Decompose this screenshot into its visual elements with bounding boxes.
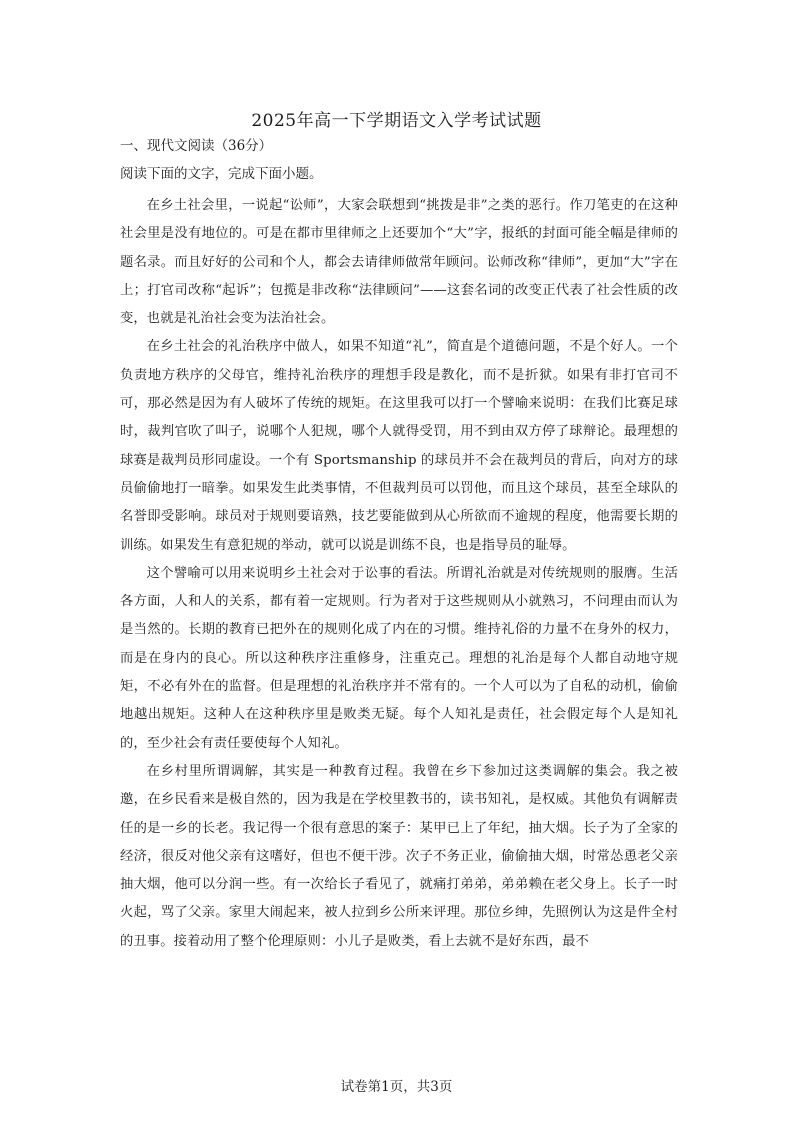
paragraph-3: 这个譬喻可以用来说明乡土社会对于讼事的看法。所谓礼治就是对传统规则的服膺。生活各方面，人和人的关系，都有着一定规则。行为者对于这些规则从小就熟习，不问理由而认为是当然的。长期的教育已把外在的规则化成了内在的习惯。维持礼俗的力量不在身外的权力，而是在身内的良心。所以这种秩序注重修身，注重克己。理想的礼治是每个人都自动地守规矩，不必有外在的监督。但是理想的礼治秩序并不常有的。一个人可以为了自私的动机，偷偷地越出规矩。这种人在这种秩序里是败类无疑。每个人知礼是责任，社会假定每个人是知礼的，至少社会有责任要使每个人知礼。 <box>120 565 678 751</box>
reading-passage <box>120 192 678 956</box>
paragraph-4: 在乡村里所谓调解，其实是一种教育过程。我曾在乡下参加过这类调解的集会。我之被邀，在乡民看来是极自然的，因为我是在学校里教书的，读书知礼，是权威。其他负有调解责任的是一乡的长老。我记得一个很有意思的案子：某甲已上了年纪，抽大烟。长子为了全家的经济，很反对他父亲有这嗜好，但也不便干涉。次子不务正业，偷偷抽大烟，时常怂恿老父亲抽大烟，他可以分润一些。有一次给长子看见了，就痛打弟弟，弟弟赖在老父身上。长子一时火起，骂了父亲。家里大闹起来，被人拉到乡公所来评理。那位乡绅，先照例认为这是件全村的丑事。接着动用了整个伦理原则：小儿子是败类，看上去就不是好东西，最不 <box>120 763 678 949</box>
page-footer: 试卷第1页，共3页 <box>340 1079 453 1095</box>
page-title: 2025年高一下学期语文入学考试试题 <box>251 111 542 131</box>
section-heading: 一、现代文阅读（36分） <box>120 138 273 154</box>
paragraph-1: 在乡土社会里，一说起“讼师”，大家会联想到“挑拨是非”之类的恶行。作刀笔吏的在这种社会里是没有地位的。可是在都市里律师之上还要加个“大”字，报纸的封面可能全幅是律师的题名录。而且好好的公司和个人，都会去请律师做常年顾问。讼师改称“律师”，更加“大”字在上；打官司改称“起诉”；包揽是非改称“法律顾问”——这套名词的改变正代表了社会性质的改变，也就是礼治社会变为法治社会。 <box>120 198 678 327</box>
instruction-text: 阅读下面的文字，完成下面小题。 <box>120 166 323 182</box>
paragraph-2: 在乡土社会的礼治秩序中做人，如果不知道“礼”，简直是个道德问题，不是个好人。一个负责地方秩序的父母官，维持礼治秩序的理想手段是教化，而不是折狱。如果有非打官司不可，那必然是因为有人破坏了传统的规矩。在这里我可以打一个譬喻来说明：在我们比赛足球时，裁判官吹了叫子，说哪个人犯规，哪个人就得受罚，用不到由双方停了球辩论。最理想的球赛是裁判员形同虚设。一个有 Sportsmanship 的球员并不会在裁判员的背后，向对方的球员偷偷地打一暗拳。如果发生此类事情，不但裁判员可以罚他，而且这个球员，甚至全球队的名誉即受影响。球员对于规则要谙熟，技艺要能做到从心所欲而不逾规的程度，他需要长期的训练。如果发生有意犯规的举动，就可以说是训练不良，也是指导员的耻辱。 <box>120 339 678 553</box>
